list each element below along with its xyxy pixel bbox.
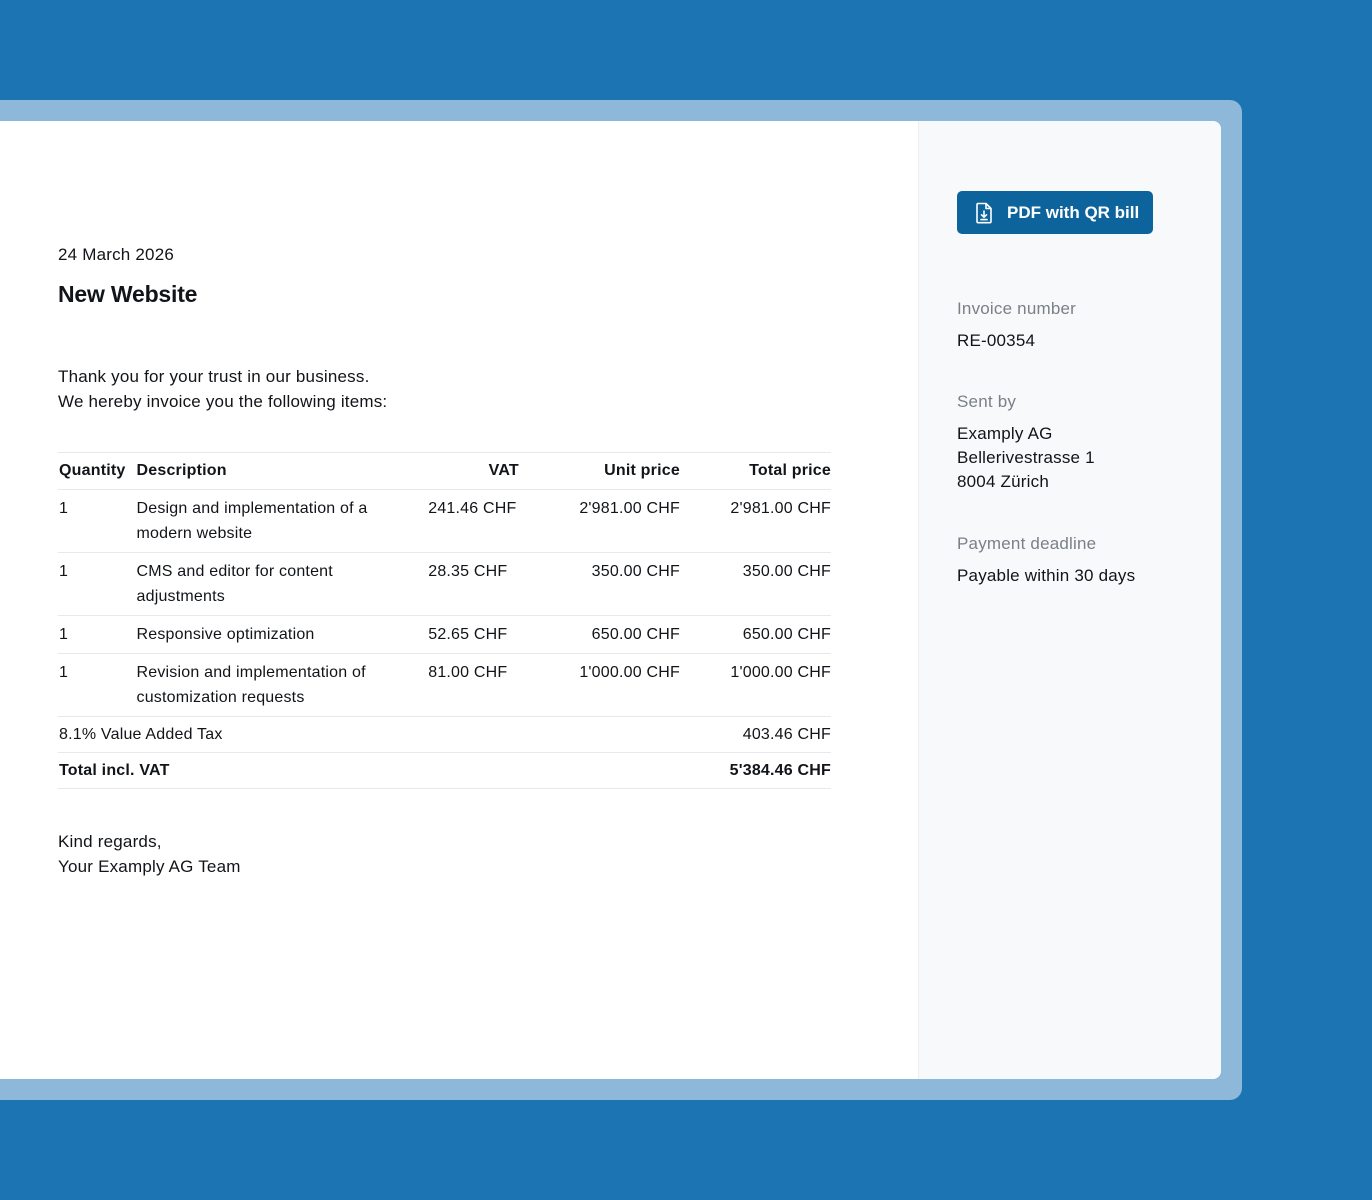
cell-description [137,654,410,717]
cell-quantity: 1 [58,616,137,654]
description-line: adjustments [136,588,225,605]
file-download-icon [974,202,994,224]
vat-summary-row [58,717,831,753]
description-line: Design and implementation of a [136,500,368,517]
cell-vat: 28.35 CHF [409,553,530,616]
column-header-unit-price: Unit price [530,453,680,490]
cell-description [137,490,410,553]
column-header-description: Description [137,453,410,490]
invoice-title: New Website [58,281,198,307]
grand-total-amount: 5'384.46 CHF [680,753,831,789]
invoice-date: 24 March 2026 [58,245,175,264]
payment-deadline-label: Payment deadline [957,534,1097,553]
cell-quantity: 1 [58,490,137,553]
table-row [58,553,831,616]
sent-by-label: Sent by [957,392,1017,411]
cell-total-price: 350.00 CHF [680,553,831,616]
column-header-quantity: Quantity [58,453,137,490]
sender-city: 8004 Zürich [957,472,1049,491]
cell-total-price: 2'981.00 CHF [680,490,831,553]
column-header-total-price: Total price [680,453,831,490]
vat-summary-amount: 403.46 CHF [680,717,831,753]
vat-summary-label: 8.1% Value Added Tax [58,717,680,753]
column-header-vat: VAT [409,453,530,490]
invoice-closing [58,829,241,879]
description-line: modern website [136,525,253,542]
invoice-number-value: RE-00354 [957,331,1036,350]
sender-name: Examply AG [957,424,1053,443]
invoice-card [0,121,1221,1079]
cell-unit-price: 350.00 CHF [530,553,680,616]
intro-line: We hereby invoice you the following items: [58,392,388,411]
table-header-row [58,453,831,490]
sent-by-address [957,422,1095,494]
cell-unit-price: 2'981.00 CHF [530,490,680,553]
cell-quantity: 1 [58,553,137,616]
cell-unit-price: 1'000.00 CHF [530,654,680,717]
description-line: customization requests [136,689,305,706]
cell-unit-price: 650.00 CHF [530,616,680,654]
sender-street: Bellerivestrasse 1 [957,448,1095,467]
intro-line: Thank you for your trust in our business. [58,367,370,386]
cell-vat: 241.46 CHF [409,490,530,553]
description-line: Responsive optimization [136,626,315,643]
grand-total-row [58,753,831,789]
closing-line: Your Examply AG Team [58,857,241,876]
closing-line: Kind regards, [58,832,162,851]
cell-total-price: 650.00 CHF [680,616,831,654]
cell-quantity: 1 [58,654,137,717]
table-row [58,616,831,654]
description-line: CMS and editor for content [136,563,333,580]
invoice-items-table [58,452,831,789]
cell-total-price: 1'000.00 CHF [680,654,831,717]
pdf-qr-bill-button[interactable] [957,191,1153,234]
cell-description [137,616,410,654]
cell-vat: 52.65 CHF [409,616,530,654]
description-line: Revision and implementation of [136,664,366,681]
invoice-document [0,121,918,1079]
cell-vat: 81.00 CHF [409,654,530,717]
invoice-number-label: Invoice number [957,299,1077,318]
grand-total-label: Total incl. VAT [58,753,680,789]
cell-description [137,553,410,616]
table-row [58,654,831,717]
payment-deadline-value: Payable within 30 days [957,566,1136,585]
pdf-button-label: PDF with QR bill [1007,202,1140,222]
invoice-intro [58,364,387,414]
table-row [58,490,831,553]
invoice-sidebar [918,121,1221,1079]
